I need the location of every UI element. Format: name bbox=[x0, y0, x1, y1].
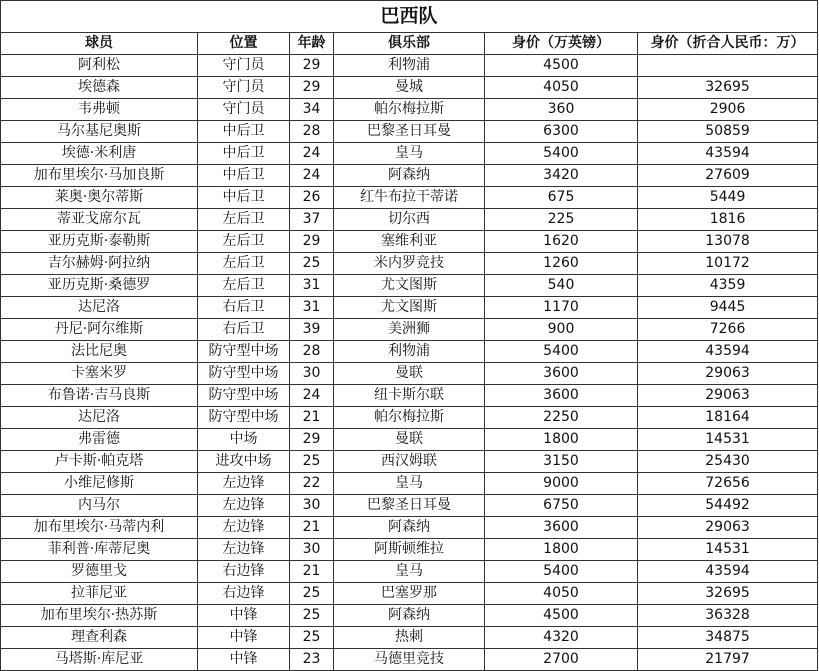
club-cell: 红牛布拉干蒂诺 bbox=[334, 187, 485, 209]
club-cell: 塞维利亚 bbox=[334, 231, 485, 253]
club-cell: 帕尔梅拉斯 bbox=[334, 407, 485, 429]
value-gbp-cell: 540 bbox=[485, 275, 638, 297]
position-cell: 防守型中场 bbox=[198, 407, 290, 429]
position-cell: 右边锋 bbox=[198, 561, 290, 583]
player-name-cell: 埃德·米利唐 bbox=[1, 143, 198, 165]
player-name-cell: 菲利普·库蒂尼奥 bbox=[1, 539, 198, 561]
position-cell: 左边锋 bbox=[198, 539, 290, 561]
table-row bbox=[1, 539, 818, 561]
value-cny-cell bbox=[638, 55, 818, 77]
age-cell: 30 bbox=[290, 363, 334, 385]
value-cny-cell: 43594 bbox=[638, 143, 818, 165]
club-cell: 利物浦 bbox=[334, 55, 485, 77]
club-cell: 皇马 bbox=[334, 561, 485, 583]
column-header-player: 球员 bbox=[1, 33, 198, 55]
value-gbp-cell: 3600 bbox=[485, 517, 638, 539]
value-cny-cell: 14531 bbox=[638, 539, 818, 561]
age-cell: 25 bbox=[290, 253, 334, 275]
player-name-cell: 埃德森 bbox=[1, 77, 198, 99]
age-cell: 25 bbox=[290, 583, 334, 605]
player-name-cell: 丹尼·阿尔维斯 bbox=[1, 319, 198, 341]
player-name-cell: 加布里埃尔·马蒂内利 bbox=[1, 517, 198, 539]
value-gbp-cell: 675 bbox=[485, 187, 638, 209]
value-gbp-cell: 6300 bbox=[485, 121, 638, 143]
age-cell: 30 bbox=[290, 539, 334, 561]
table-row bbox=[1, 429, 818, 451]
player-name-cell: 拉菲尼亚 bbox=[1, 583, 198, 605]
table-row bbox=[1, 209, 818, 231]
position-cell: 中后卫 bbox=[198, 143, 290, 165]
table-row bbox=[1, 385, 818, 407]
table-body bbox=[1, 55, 818, 671]
age-cell: 31 bbox=[290, 297, 334, 319]
age-cell: 29 bbox=[290, 429, 334, 451]
player-name-cell: 罗德里戈 bbox=[1, 561, 198, 583]
club-cell: 巴塞罗那 bbox=[334, 583, 485, 605]
value-gbp-cell: 4500 bbox=[485, 605, 638, 627]
value-cny-cell: 5449 bbox=[638, 187, 818, 209]
position-cell: 中场 bbox=[198, 429, 290, 451]
age-cell: 31 bbox=[290, 275, 334, 297]
value-cny-cell: 18164 bbox=[638, 407, 818, 429]
position-cell: 左边锋 bbox=[198, 473, 290, 495]
age-cell: 21 bbox=[290, 407, 334, 429]
table-row bbox=[1, 275, 818, 297]
table-row bbox=[1, 143, 818, 165]
header-row bbox=[1, 33, 818, 55]
value-cny-cell: 32695 bbox=[638, 583, 818, 605]
position-cell: 进攻中场 bbox=[198, 451, 290, 473]
age-cell: 21 bbox=[290, 561, 334, 583]
age-cell: 29 bbox=[290, 77, 334, 99]
player-name-cell: 弗雷德 bbox=[1, 429, 198, 451]
value-cny-cell: 9445 bbox=[638, 297, 818, 319]
value-cny-cell: 4359 bbox=[638, 275, 818, 297]
age-cell: 26 bbox=[290, 187, 334, 209]
value-cny-cell: 29063 bbox=[638, 385, 818, 407]
value-cny-cell: 34875 bbox=[638, 627, 818, 649]
club-cell: 切尔西 bbox=[334, 209, 485, 231]
position-cell: 左后卫 bbox=[198, 209, 290, 231]
value-gbp-cell: 225 bbox=[485, 209, 638, 231]
age-cell: 24 bbox=[290, 143, 334, 165]
club-cell: 巴黎圣日耳曼 bbox=[334, 121, 485, 143]
club-cell: 帕尔梅拉斯 bbox=[334, 99, 485, 121]
value-gbp-cell: 1170 bbox=[485, 297, 638, 319]
value-cny-cell: 29063 bbox=[638, 363, 818, 385]
club-cell: 尤文图斯 bbox=[334, 297, 485, 319]
value-gbp-cell: 1800 bbox=[485, 539, 638, 561]
value-gbp-cell: 5400 bbox=[485, 143, 638, 165]
position-cell: 防守型中场 bbox=[198, 385, 290, 407]
club-cell: 马德里竞技 bbox=[334, 649, 485, 671]
value-gbp-cell: 3600 bbox=[485, 385, 638, 407]
value-gbp-cell: 9000 bbox=[485, 473, 638, 495]
value-gbp-cell: 5400 bbox=[485, 561, 638, 583]
value-gbp-cell: 1260 bbox=[485, 253, 638, 275]
table-row bbox=[1, 605, 818, 627]
value-gbp-cell: 1620 bbox=[485, 231, 638, 253]
player-name-cell: 布鲁诺·吉马良斯 bbox=[1, 385, 198, 407]
player-name-cell: 卡塞米罗 bbox=[1, 363, 198, 385]
player-name-cell: 蒂亚戈席尔瓦 bbox=[1, 209, 198, 231]
value-cny-cell: 14531 bbox=[638, 429, 818, 451]
table-row bbox=[1, 99, 818, 121]
position-cell: 中后卫 bbox=[198, 121, 290, 143]
age-cell: 29 bbox=[290, 231, 334, 253]
value-cny-cell: 50859 bbox=[638, 121, 818, 143]
player-name-cell: 莱奥·奥尔蒂斯 bbox=[1, 187, 198, 209]
table-row bbox=[1, 561, 818, 583]
value-gbp-cell: 2250 bbox=[485, 407, 638, 429]
position-cell: 左后卫 bbox=[198, 275, 290, 297]
position-cell: 中锋 bbox=[198, 649, 290, 671]
table-row bbox=[1, 165, 818, 187]
position-cell: 防守型中场 bbox=[198, 341, 290, 363]
table-row bbox=[1, 187, 818, 209]
table-title: 巴西队 bbox=[1, 1, 818, 33]
club-cell: 米内罗竞技 bbox=[334, 253, 485, 275]
age-cell: 28 bbox=[290, 341, 334, 363]
table-row bbox=[1, 319, 818, 341]
age-cell: 23 bbox=[290, 649, 334, 671]
club-cell: 皇马 bbox=[334, 143, 485, 165]
player-name-cell: 达尼洛 bbox=[1, 297, 198, 319]
position-cell: 左后卫 bbox=[198, 253, 290, 275]
value-cny-cell: 27609 bbox=[638, 165, 818, 187]
table-row bbox=[1, 341, 818, 363]
table-row bbox=[1, 627, 818, 649]
value-gbp-cell: 360 bbox=[485, 99, 638, 121]
position-cell: 中后卫 bbox=[198, 165, 290, 187]
value-cny-cell: 43594 bbox=[638, 561, 818, 583]
value-gbp-cell: 2700 bbox=[485, 649, 638, 671]
player-name-cell: 小维尼修斯 bbox=[1, 473, 198, 495]
table-row bbox=[1, 451, 818, 473]
value-gbp-cell: 3600 bbox=[485, 363, 638, 385]
value-cny-cell: 2906 bbox=[638, 99, 818, 121]
club-cell: 曼城 bbox=[334, 77, 485, 99]
table-row bbox=[1, 297, 818, 319]
value-gbp-cell: 4500 bbox=[485, 55, 638, 77]
club-cell: 尤文图斯 bbox=[334, 275, 485, 297]
club-cell: 曼联 bbox=[334, 429, 485, 451]
position-cell: 右后卫 bbox=[198, 297, 290, 319]
age-cell: 30 bbox=[290, 495, 334, 517]
club-cell: 曼联 bbox=[334, 363, 485, 385]
club-cell: 阿森纳 bbox=[334, 605, 485, 627]
value-cny-cell: 72656 bbox=[638, 473, 818, 495]
age-cell: 25 bbox=[290, 451, 334, 473]
age-cell: 22 bbox=[290, 473, 334, 495]
table-row bbox=[1, 517, 818, 539]
value-gbp-cell: 3420 bbox=[485, 165, 638, 187]
position-cell: 右后卫 bbox=[198, 319, 290, 341]
position-cell: 中锋 bbox=[198, 627, 290, 649]
player-name-cell: 理查利森 bbox=[1, 627, 198, 649]
position-cell: 守门员 bbox=[198, 99, 290, 121]
position-cell: 防守型中场 bbox=[198, 363, 290, 385]
player-name-cell: 内马尔 bbox=[1, 495, 198, 517]
value-gbp-cell: 900 bbox=[485, 319, 638, 341]
player-name-cell: 卢卡斯·帕克塔 bbox=[1, 451, 198, 473]
column-header-position: 位置 bbox=[198, 33, 290, 55]
club-cell: 纽卡斯尔联 bbox=[334, 385, 485, 407]
value-gbp-cell: 4050 bbox=[485, 583, 638, 605]
player-name-cell: 韦弗顿 bbox=[1, 99, 198, 121]
position-cell: 中后卫 bbox=[198, 187, 290, 209]
age-cell: 28 bbox=[290, 121, 334, 143]
value-cny-cell: 13078 bbox=[638, 231, 818, 253]
value-gbp-cell: 5400 bbox=[485, 341, 638, 363]
table-row bbox=[1, 77, 818, 99]
position-cell: 左边锋 bbox=[198, 517, 290, 539]
age-cell: 39 bbox=[290, 319, 334, 341]
age-cell: 24 bbox=[290, 385, 334, 407]
age-cell: 25 bbox=[290, 627, 334, 649]
value-cny-cell: 21797 bbox=[638, 649, 818, 671]
club-cell: 阿森纳 bbox=[334, 517, 485, 539]
value-cny-cell: 25430 bbox=[638, 451, 818, 473]
age-cell: 29 bbox=[290, 55, 334, 77]
table-row bbox=[1, 495, 818, 517]
value-cny-cell: 32695 bbox=[638, 77, 818, 99]
title-row bbox=[1, 1, 818, 33]
value-cny-cell: 43594 bbox=[638, 341, 818, 363]
value-cny-cell: 36328 bbox=[638, 605, 818, 627]
table-row bbox=[1, 231, 818, 253]
table-row bbox=[1, 407, 818, 429]
value-cny-cell: 7266 bbox=[638, 319, 818, 341]
player-name-cell: 达尼洛 bbox=[1, 407, 198, 429]
position-cell: 守门员 bbox=[198, 77, 290, 99]
player-name-cell: 法比尼奥 bbox=[1, 341, 198, 363]
column-header-club: 俱乐部 bbox=[334, 33, 485, 55]
column-header-value-gbp: 身价（万英镑） bbox=[485, 33, 638, 55]
value-gbp-cell: 1800 bbox=[485, 429, 638, 451]
club-cell: 美洲狮 bbox=[334, 319, 485, 341]
age-cell: 37 bbox=[290, 209, 334, 231]
value-gbp-cell: 3150 bbox=[485, 451, 638, 473]
value-cny-cell: 54492 bbox=[638, 495, 818, 517]
age-cell: 25 bbox=[290, 605, 334, 627]
player-name-cell: 亚历克斯·桑德罗 bbox=[1, 275, 198, 297]
position-cell: 左后卫 bbox=[198, 231, 290, 253]
value-cny-cell: 10172 bbox=[638, 253, 818, 275]
club-cell: 利物浦 bbox=[334, 341, 485, 363]
player-name-cell: 马塔斯·库尼亚 bbox=[1, 649, 198, 671]
player-name-cell: 加布里埃尔·热苏斯 bbox=[1, 605, 198, 627]
position-cell: 右边锋 bbox=[198, 583, 290, 605]
club-cell: 阿森纳 bbox=[334, 165, 485, 187]
table-row bbox=[1, 583, 818, 605]
value-cny-cell: 1816 bbox=[638, 209, 818, 231]
position-cell: 左边锋 bbox=[198, 495, 290, 517]
value-gbp-cell: 6750 bbox=[485, 495, 638, 517]
club-cell: 热刺 bbox=[334, 627, 485, 649]
player-name-cell: 亚历克斯·泰勒斯 bbox=[1, 231, 198, 253]
player-name-cell: 阿利松 bbox=[1, 55, 198, 77]
position-cell: 守门员 bbox=[198, 55, 290, 77]
player-name-cell: 马尔基尼奥斯 bbox=[1, 121, 198, 143]
club-cell: 阿斯顿维拉 bbox=[334, 539, 485, 561]
club-cell: 巴黎圣日耳曼 bbox=[334, 495, 485, 517]
table-row bbox=[1, 253, 818, 275]
value-gbp-cell: 4050 bbox=[485, 77, 638, 99]
player-name-cell: 加布里埃尔·马加良斯 bbox=[1, 165, 198, 187]
column-header-value-cny: 身价（折合人民币：万） bbox=[638, 33, 818, 55]
table-row bbox=[1, 649, 818, 671]
age-cell: 34 bbox=[290, 99, 334, 121]
position-cell: 中锋 bbox=[198, 605, 290, 627]
age-cell: 21 bbox=[290, 517, 334, 539]
table-row bbox=[1, 363, 818, 385]
table-row bbox=[1, 121, 818, 143]
club-cell: 皇马 bbox=[334, 473, 485, 495]
club-cell: 西汉姆联 bbox=[334, 451, 485, 473]
value-gbp-cell: 4320 bbox=[485, 627, 638, 649]
table-row bbox=[1, 473, 818, 495]
value-cny-cell: 29063 bbox=[638, 517, 818, 539]
column-header-age: 年龄 bbox=[290, 33, 334, 55]
table-row bbox=[1, 55, 818, 77]
age-cell: 24 bbox=[290, 165, 334, 187]
player-name-cell: 吉尔赫姆·阿拉纳 bbox=[1, 253, 198, 275]
